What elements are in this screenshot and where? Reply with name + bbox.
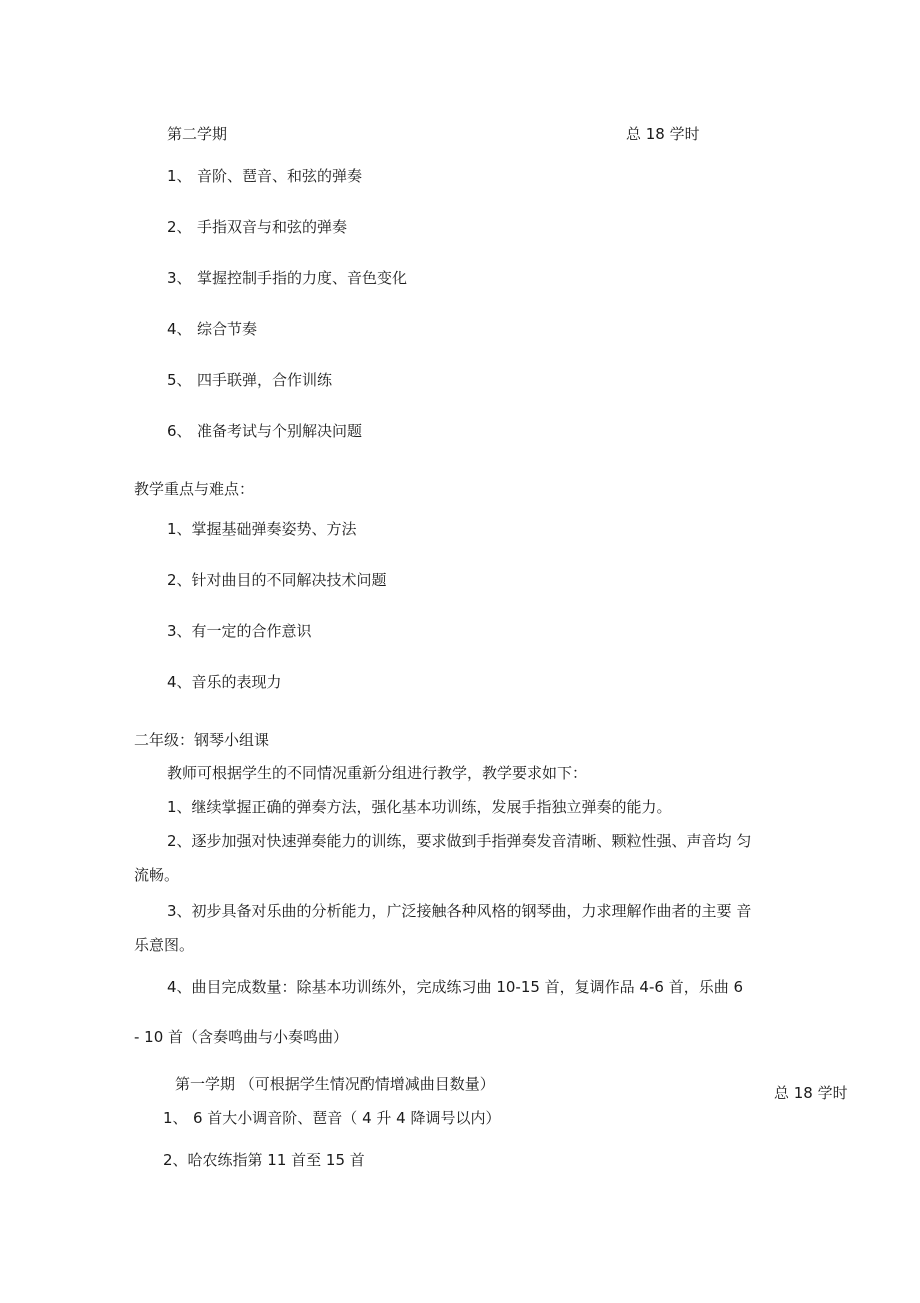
item-number: 6、	[167, 422, 192, 440]
item-number: 2、	[167, 218, 192, 236]
semester2-item-1	[167, 166, 362, 186]
item-number: 1、	[163, 1109, 188, 1127]
item-text: 综合节奏	[197, 320, 258, 338]
keypoint-item-4: 4、音乐的表现力	[167, 673, 282, 691]
semester2-item-6	[167, 421, 362, 441]
item-number: 1、	[167, 167, 192, 185]
semester2-item-4	[167, 319, 257, 339]
grade2-requirement-4-line1: 4、曲目完成数量：除基本功训练外，完成练习曲 10-15 首，复调作品 4-6 首，乐曲 6	[167, 978, 744, 996]
grade2-requirement-4-line2: - 10 首（含奏鸣曲与小奏鸣曲）	[134, 1028, 349, 1046]
grade2-heading: 二年级：钢琴小组课	[134, 731, 270, 749]
grade2-requirement-2-line1: 2、逐步加强对快速弹奏能力的训练，要求做到手指弹奏发音清晰、颗粒性强、声音均 匀	[167, 832, 752, 850]
item-text: 手指双音与和弦的弹奏	[197, 218, 348, 236]
item-text: 准备考试与个别解决问题	[197, 422, 363, 440]
keypoint-item-3: 3、有一定的合作意识	[167, 622, 312, 640]
grade2-requirement-1: 1、继续掌握正确的弹奏方法，强化基本功训练，发展手指独立弹奏的能力。	[167, 798, 672, 816]
semester1-total-hours: 总 18 学时	[774, 1084, 848, 1102]
semester2-item-5	[167, 370, 332, 390]
semester2-item-2	[167, 217, 347, 237]
item-text: 四手联弹，合作训练	[197, 371, 333, 389]
item-number: 5、	[167, 371, 192, 389]
keypoint-item-1: 1、掌握基础弹奏姿势、方法	[167, 520, 357, 538]
grade2-requirement-3-line1: 3、初步具备对乐曲的分析能力，广泛接触各种风格的钢琴曲，力求理解作曲者的主要 音	[167, 902, 752, 920]
keypoint-item-2: 2、针对曲目的不同解决技术问题	[167, 571, 387, 589]
semester2-title: 第二学期	[167, 125, 228, 143]
keypoints-heading: 教学重点与难点：	[134, 480, 255, 498]
item-number: 3、	[167, 269, 192, 287]
item-text: 掌握控制手指的力度、音色变化	[197, 269, 408, 287]
semester1-title: 第一学期 （可根据学生情况酌情增减曲目数量）	[175, 1075, 495, 1093]
semester2-total-hours: 总 18 学时	[626, 125, 700, 143]
semester1-item-2: 2、哈农练指第 11 首至 15 首	[163, 1151, 365, 1169]
grade2-requirement-3-line2: 乐意图。	[134, 936, 195, 954]
item-text: 音阶、琶音、和弦的弹奏	[197, 167, 363, 185]
item-text: 6 首大小调音阶、琶音（ 4 升 4 降调号以内）	[193, 1109, 501, 1127]
grade2-intro: 教师可根据学生的不同情况重新分组进行教学，教学要求如下：	[167, 764, 588, 782]
grade2-requirement-2-line2: 流畅。	[134, 866, 180, 884]
semester2-item-3	[167, 268, 407, 288]
semester1-item-1	[163, 1108, 500, 1128]
item-number: 4、	[167, 320, 192, 338]
